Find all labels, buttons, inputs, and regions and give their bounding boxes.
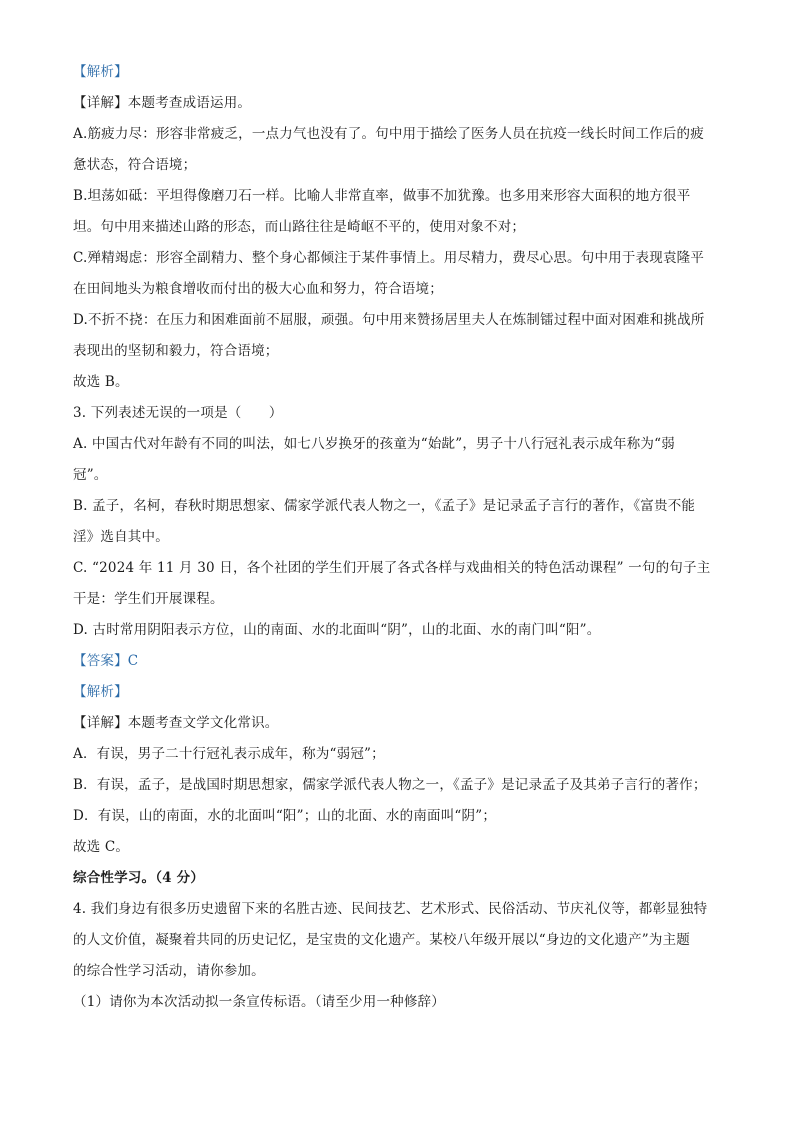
option-a-explanation-cont: 惫状态，符合语境； <box>73 157 197 173</box>
question-3-option-b: B. 孟子，名柯，春秋时期思想家、儒家学派代表人物之一，《孟子》是记录孟子言行的著作，《富贵不能 <box>73 498 696 514</box>
analysis-option-b: B．有误，孟子，是战国时期思想家，儒家学派代表人物之一，《孟子》是记录孟子及其弟子言行的著作； <box>73 777 707 793</box>
option-a-explanation: A.筋疲力尽：形容非常疲乏，一点力气也没有了。句中用于描绘了医务人员在抗疫一线长时间工作后的疲 <box>73 126 704 142</box>
option-d-explanation: D.不折不挠：在压力和困难面前不屈服，顽强。句中用来赞扬居里夫人在炼制镭过程中面对困难和挑战所 <box>73 312 705 328</box>
analysis-tag-2: 【解析】 <box>73 684 128 700</box>
analysis-option-d: D．有误，山的南面，水的北面叫“阳”；山的北面、水的南面叫“阴”； <box>73 808 497 824</box>
choice-conclusion: 故选 B。 <box>73 374 129 390</box>
question-3-option-c-cont: 干是：学生们开展课程。 <box>73 591 224 607</box>
question-4-sub-1: （1）请你为本次活动拟一条宣传标语。（请至少用一种修辞） <box>73 994 445 1010</box>
option-b-explanation-cont: 坦。句中用来描述山路的形态，而山路往往是崎岖不平的，使用对象不对； <box>73 219 526 235</box>
question-3-option-d: D. 古时常用阴阳表示方位，山的南面、水的北面叫“阴”，山的北面、水的南门叫“阳”。 <box>73 622 601 638</box>
choice-conclusion-2: 故选 C。 <box>73 839 130 855</box>
option-c-explanation-cont: 在田间地头为粮食增收而付出的极大心血和努力，符合语境； <box>73 281 443 297</box>
question-3-option-a-cont: 冠”。 <box>73 467 108 483</box>
explanation-line: 【详解】本题考查成语运用。 <box>73 95 252 111</box>
option-d-explanation-cont: 表现出的坚韧和毅力，符合语境； <box>73 343 279 359</box>
question-3-option-c: C. “2024 年 11 月 30 日，各个社团的学生们开展了各式各样与戏曲相关的特色活动课程” 一句的句子主 <box>73 560 711 576</box>
analysis-option-a: A．有误，男子二十行冠礼表示成年，称为“弱冠”； <box>73 746 385 762</box>
question-3-option-a: A. 中国古代对年龄有不同的叫法，如七八岁换牙的孩童为“始龀”，男子十八行冠礼表示成年称为“弱 <box>73 436 675 452</box>
explanation-line-2: 【详解】本题考查文学文化常识。 <box>73 715 279 731</box>
analysis-tag: 【解析】 <box>73 64 128 80</box>
option-b-explanation: B.坦荡如砥：平坦得像磨刀石一样。比喻人非常直率，做事不加犹豫。也多用来形容大面积的地方很平 <box>73 188 691 204</box>
section-heading: 综合性学习。（4 分） <box>73 870 205 886</box>
question-4-stem-cont-2: 的综合性学习活动，请你参加。 <box>73 963 265 979</box>
question-4-stem: 4. 我们身边有很多历史遗留下来的名胜古迹、民间技艺、艺术形式、民俗活动、节庆礼仪等，都彰显独特 <box>73 901 708 917</box>
option-c-explanation: C.殚精竭虑：形容全副精力、整个身心都倾注于某件事情上。用尽精力，费尽心思。句中用于表现袁隆平 <box>73 250 705 266</box>
question-3-option-b-cont: 淫》选自其中。 <box>73 529 169 545</box>
answer-tag: 【答案】C <box>73 653 139 669</box>
question-3-stem: 3. 下列表述无误的一项是（ ） <box>73 405 283 421</box>
question-4-stem-cont: 的人文价值，凝聚着共同的历史记忆，是宝贵的文化遗产。某校八年级开展以“身边的文化遗产”为主题 <box>73 932 691 948</box>
